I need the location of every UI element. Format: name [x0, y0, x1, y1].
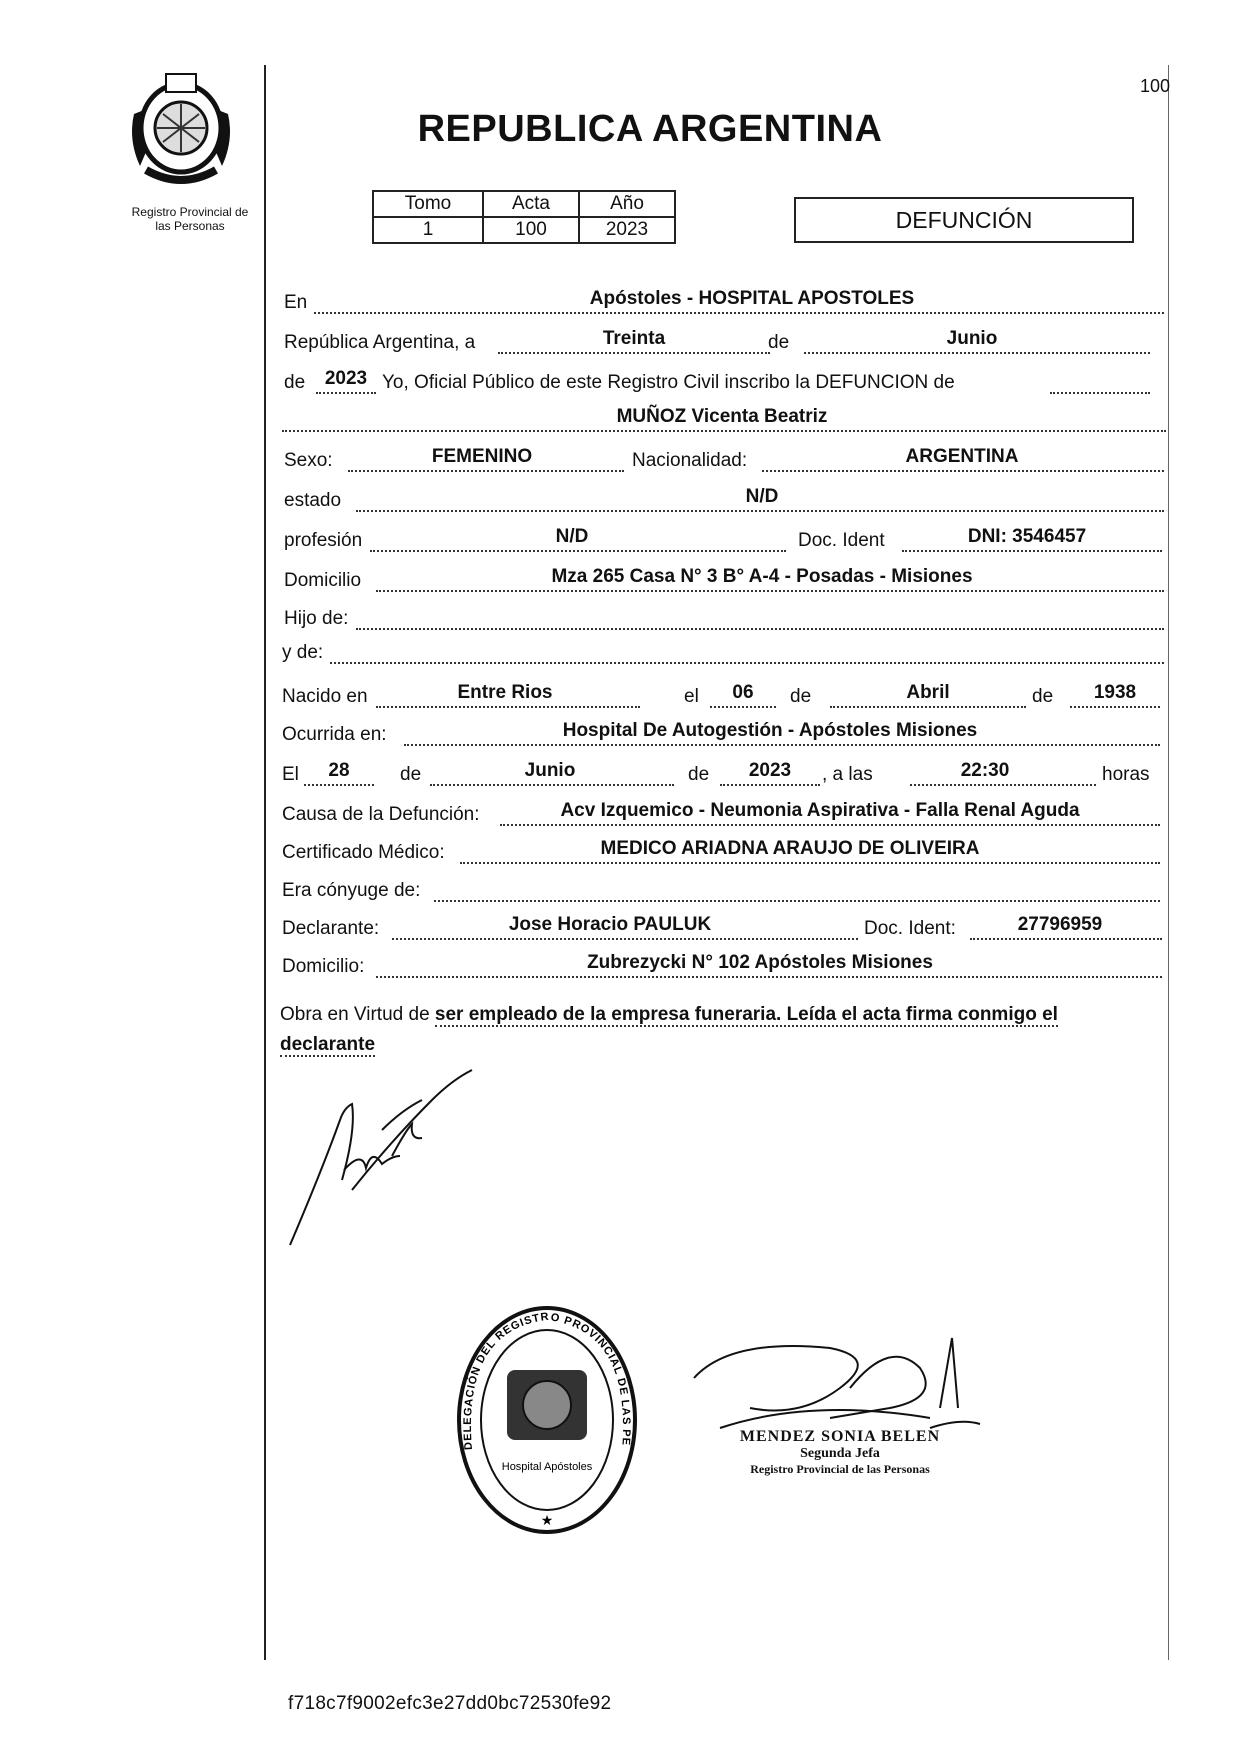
label-conyuge: Era cónyuge de: — [282, 880, 421, 901]
line-domicilio-declarante — [280, 950, 1166, 980]
label-declarante: Declarante: — [282, 918, 380, 939]
line-anio-inscripcion — [282, 366, 1166, 396]
value-estado: N/D — [745, 486, 779, 507]
value-nacionalidad: ARGENTINA — [905, 446, 1019, 467]
org-line-1: Registro Provincial de — [131, 205, 249, 219]
value-dia-defuncion: 28 — [328, 760, 350, 781]
line-ocurrida — [280, 718, 1166, 748]
value-lugar: Apóstoles - HOSPITAL APOSTOLES — [589, 288, 915, 309]
obra-en-virtud — [280, 1000, 1168, 1060]
line-fecha — [282, 326, 1166, 356]
label-certificado: Certificado Médico: — [282, 842, 445, 863]
value-dni: DNI: 3546457 — [967, 526, 1087, 547]
line-sexo — [282, 444, 1166, 474]
org-line-2: las Personas — [155, 219, 225, 233]
line-domicilio — [282, 564, 1166, 594]
value-declarante: Jose Horacio PAULUK — [508, 914, 712, 935]
register-header-acta: Acta — [483, 191, 579, 217]
label-nacionalidad: Nacionalidad: — [632, 450, 748, 471]
value-hora: 22:30 — [960, 760, 1010, 781]
label-hijo-de: Hijo de: — [284, 608, 349, 629]
value-mes-nacimiento: Abril — [906, 682, 950, 703]
value-domicilio: Mza 265 Casa N° 3 B° A-4 - Posadas - Misiones — [551, 566, 973, 587]
value-sexo: FEMENINO — [431, 446, 533, 467]
line-profesion — [282, 524, 1166, 554]
value-dia-letras: Treinta — [602, 328, 666, 349]
register-header-anio: Año — [579, 191, 675, 217]
organization-name — [110, 205, 270, 233]
label-nacido-en: Nacido en — [282, 686, 368, 707]
svg-text:★: ★ — [540, 1512, 554, 1528]
line-declarante — [280, 912, 1166, 942]
register-header-tomo: Tomo — [373, 191, 483, 217]
register-value-acta: 100 — [483, 217, 579, 243]
label-horas: horas — [1102, 764, 1150, 785]
label-domicilio: Domicilio — [284, 570, 362, 591]
record-type-box: DEFUNCIÓN — [794, 197, 1134, 243]
label-doc-ident: Doc. Ident — [798, 530, 885, 551]
value-certificado: MEDICO ARIADNA ARAUJO DE OLIVEIRA — [600, 838, 980, 859]
official-seal — [452, 1300, 642, 1550]
line-nacimiento — [280, 680, 1166, 710]
value-dia-nacimiento: 06 — [732, 682, 754, 703]
value-doc-declarante: 27796959 — [1017, 914, 1103, 935]
value-anio-nacimiento: 1938 — [1093, 682, 1137, 703]
official-role: Segunda Jefa — [800, 1446, 880, 1461]
document-title: REPUBLICA ARGENTINA — [417, 108, 883, 150]
label-estado: estado — [284, 490, 342, 511]
label-en: En — [284, 292, 308, 313]
official-signature — [690, 1328, 990, 1438]
value-domicilio-declarante: Zubrezycki N° 102 Apóstoles Misiones — [587, 952, 933, 973]
seal-inner-text: Hospital Apóstoles — [501, 1461, 593, 1473]
label-obra: Obra en Virtud de — [280, 1004, 430, 1025]
label-profesion: profesión — [284, 530, 363, 551]
register-table — [372, 190, 676, 244]
value-profesion: N/D — [555, 526, 589, 547]
label-sexo: Sexo: — [284, 450, 333, 471]
line-y-de — [282, 636, 1166, 666]
official-signature-block — [680, 1428, 1000, 1477]
value-obra: ser empleado de la empresa funeraria. Leída el acta firma conmigo el — [434, 1004, 1058, 1025]
provincial-crest-logo — [126, 70, 236, 190]
label-domicilio-declarante: Domicilio: — [282, 956, 365, 977]
seal-outer-text: DELEGACIÓN DEL REGISTRO PROVINCIAL DE LAS PE — [461, 1310, 633, 1451]
label-de: de — [688, 764, 710, 785]
label-de: de — [790, 686, 812, 707]
declarant-signature — [282, 1060, 512, 1250]
register-value-tomo: 1 — [373, 217, 483, 243]
label-el: el — [684, 686, 699, 707]
value-anio-defuncion: 2023 — [748, 760, 792, 781]
register-value-anio: 2023 — [579, 217, 675, 243]
text-inscripcion: Yo, Oficial Público de este Registro Civil inscribo la DEFUNCION de — [382, 372, 955, 393]
value-nombre-fallecido: MUÑOZ Vicenta Beatriz — [616, 406, 828, 427]
value-mes: Junio — [946, 328, 998, 349]
value-mes-defuncion: Junio — [524, 760, 576, 781]
document-hash: f718c7f9002efc3e27dd0bc72530fe92 — [288, 1693, 612, 1714]
value-lugar-nacimiento: Entre Rios — [457, 682, 553, 703]
label-el: El — [282, 764, 299, 785]
page-number: 100 — [1140, 76, 1171, 96]
line-en — [282, 286, 1166, 316]
label-republica: República Argentina, a — [284, 332, 476, 353]
value-obra-2: declarante — [280, 1034, 376, 1055]
official-name: MENDEZ SONIA BELEN — [739, 1428, 941, 1445]
right-margin-rule — [1168, 65, 1169, 1660]
line-fecha-defuncion — [280, 758, 1166, 788]
label-causa: Causa de la Defunción: — [282, 804, 480, 825]
line-hijo-de — [282, 602, 1166, 632]
label-a-las: , a las — [822, 764, 873, 785]
line-conyuge — [280, 874, 1166, 904]
value-causa: Acv Izquemico - Neumonia Aspirativa - Falla Renal Aguda — [560, 800, 1080, 821]
left-margin-rule — [264, 65, 266, 1660]
label-doc-ident-declarante: Doc. Ident: — [864, 918, 956, 939]
value-anio: 2023 — [324, 368, 368, 389]
official-organization: Registro Provincial de las Personas — [750, 1462, 930, 1476]
label-de: de — [768, 332, 790, 353]
label-y-de: y de: — [282, 642, 324, 663]
line-nombre — [282, 404, 1166, 434]
value-lugar-defuncion: Hospital De Autogestión - Apóstoles Misiones — [562, 720, 978, 741]
label-de: de — [1032, 686, 1054, 707]
label-de: de — [284, 372, 306, 393]
label-de: de — [400, 764, 422, 785]
line-certificado — [280, 836, 1166, 866]
label-ocurrida-en: Ocurrida en: — [282, 724, 387, 745]
line-estado — [282, 484, 1166, 514]
line-causa — [280, 798, 1166, 828]
